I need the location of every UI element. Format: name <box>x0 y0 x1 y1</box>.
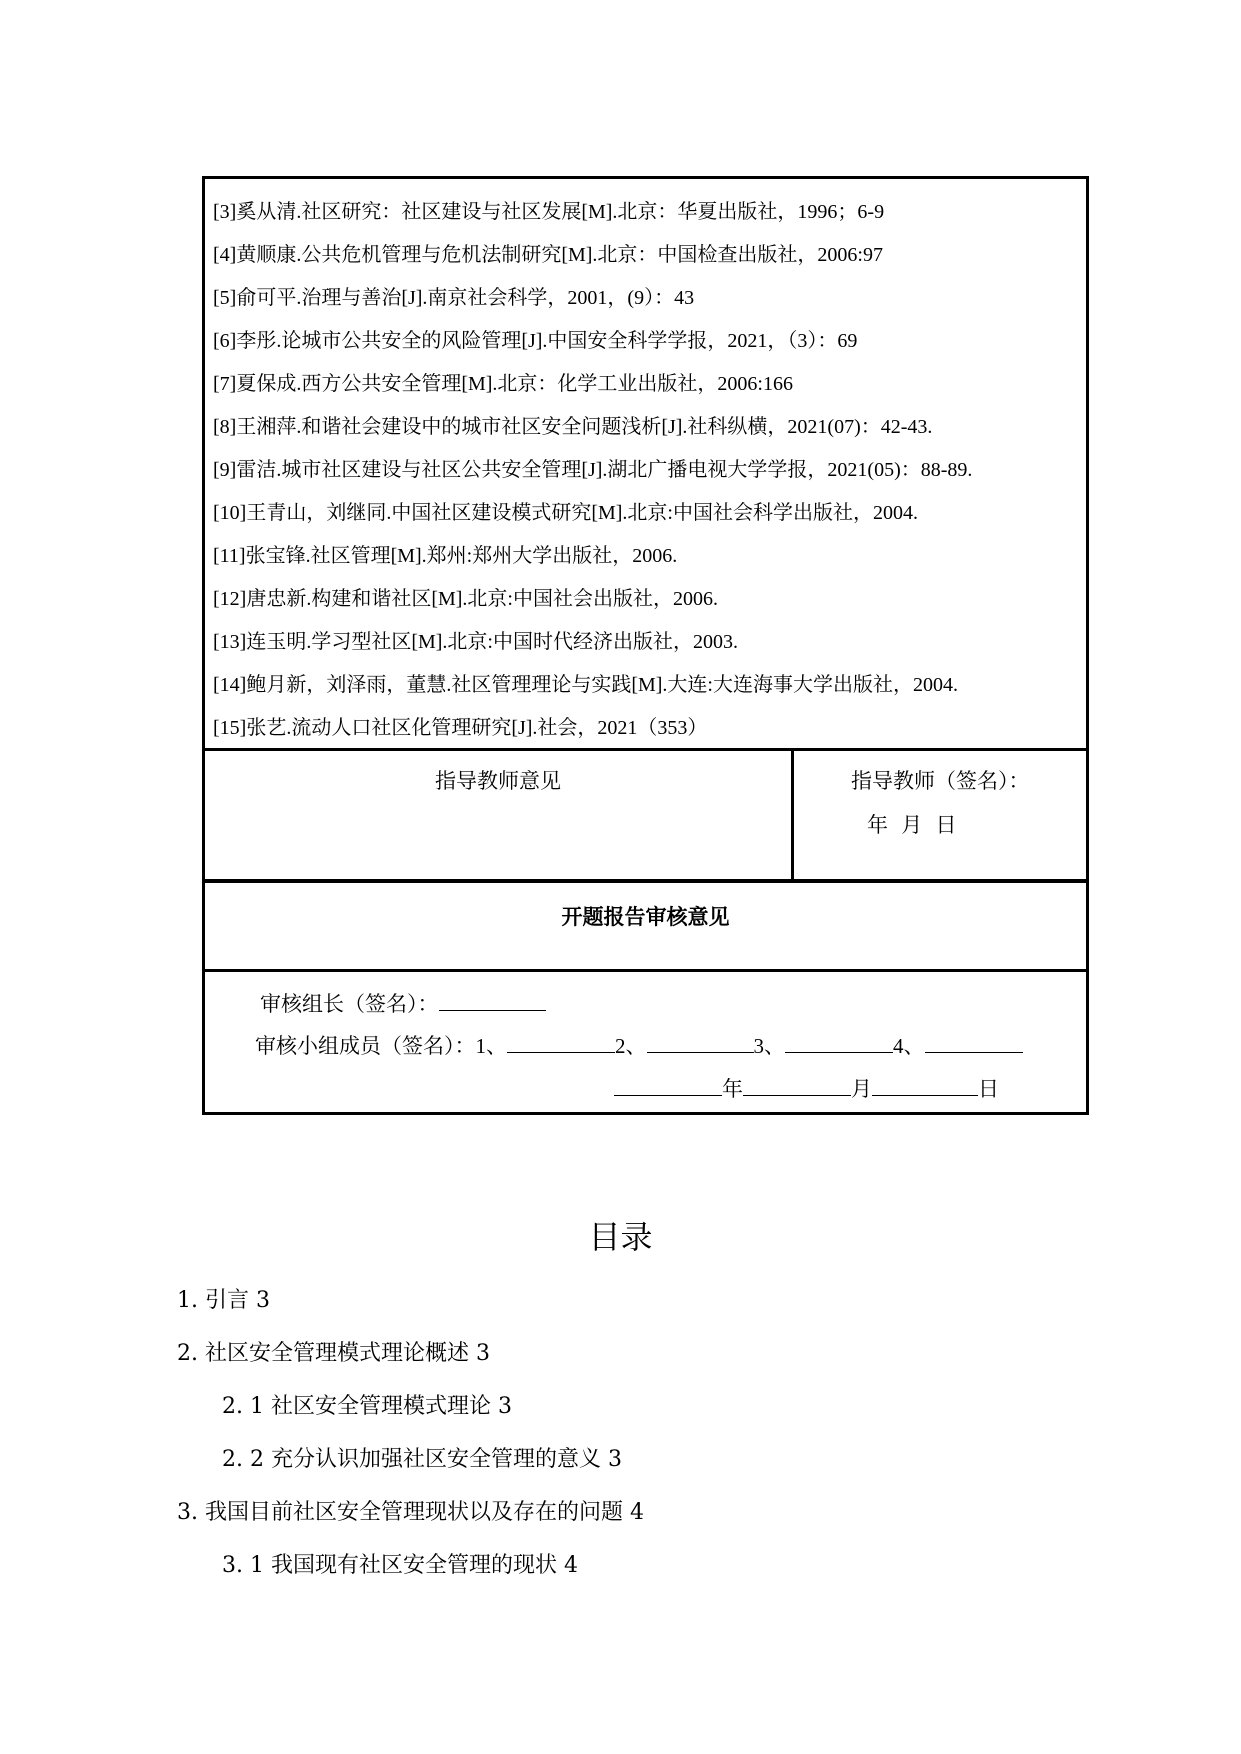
review-date-line <box>614 1073 999 1103</box>
member-signature-blank-4 <box>925 1030 1023 1053</box>
reference-item: [14]鲍月新，刘泽雨，董慧.社区管理理论与实践[M].大连:大连海事大学出版社，2004. <box>213 674 958 696</box>
member-number-1: 1、 <box>475 1034 507 1058</box>
member-signature-blank-3 <box>785 1030 893 1053</box>
reference-item: [15]张艺.流动人口社区化管理研究[J].社会，2021（353） <box>213 717 708 739</box>
reference-item: [6]李彤.论城市公共安全的风险管理[J].中国安全科学学报，2021，（3）：69 <box>213 330 858 352</box>
toc-entry: 3. 我国目前社区安全管理现状以及存在的问题 4 <box>177 1500 644 1525</box>
year-blank <box>614 1073 722 1096</box>
year-label: 年 <box>722 1077 743 1101</box>
advisor-date-label: 年 月 日 <box>867 813 957 837</box>
review-leader-signature-blank <box>439 988 546 1011</box>
toc-entry: 2. 社区安全管理模式理论概述 3 <box>177 1341 490 1366</box>
reference-item: [4]黄顺康.公共危机管理与危机法制研究[M].北京：中国检查出版社，2006:97 <box>213 244 883 266</box>
review-leader-line <box>260 988 546 1018</box>
review-members-line <box>255 1030 1023 1060</box>
reference-item: [7]夏保成.西方公共安全管理[M].北京：化学工业出版社，2006:166 <box>213 373 793 395</box>
toc-entry: 1. 引言 3 <box>177 1288 270 1313</box>
references-section <box>205 179 1086 751</box>
reference-item: [13]连玉明.学习型社区[M].北京:中国时代经济出版社，2003. <box>213 631 738 653</box>
review-opinion-header <box>205 882 1086 972</box>
review-members-label: 审核小组成员（签名）： <box>255 1034 476 1058</box>
toc-entry: 3. 1 我国现有社区安全管理的现状 4 <box>222 1553 578 1578</box>
member-number-4: 4、 <box>893 1034 925 1058</box>
advisor-opinion-label: 指导教师意见 <box>435 769 561 793</box>
month-blank <box>743 1073 851 1096</box>
toc-title: 目录 <box>588 1218 653 1256</box>
day-label: 日 <box>978 1077 999 1101</box>
member-signature-blank-2 <box>647 1030 754 1053</box>
reference-item: [9]雷洁.城市社区建设与社区公共安全管理[J].湖北广播电视大学学报，2021(05)：88-89. <box>213 459 973 481</box>
reference-item: [8]王湘萍.和谐社会建设中的城市社区安全问题浅析[J].社科纵横，2021(07)：42-43. <box>213 416 933 438</box>
toc-entry: 2. 2 充分认识加强社区安全管理的意义 3 <box>222 1447 622 1472</box>
reference-item: [11]张宝锋.社区管理[M].郑州:郑州大学出版社，2006. <box>213 545 678 567</box>
toc-entry: 2. 1 社区安全管理模式理论 3 <box>222 1394 512 1419</box>
advisor-opinion-cell <box>205 751 794 879</box>
advisor-signature-cell <box>794 751 1086 879</box>
reference-item: [5]俞可平.治理与善治[J].南京社会科学，2001，(9）：43 <box>213 287 695 309</box>
proposal-form-table <box>202 176 1089 1115</box>
reference-item: [12]唐忠新.构建和谐社区[M].北京:中国社会出版社，2006. <box>213 588 718 610</box>
reference-item: [10]王青山，刘继同.中国社区建设模式研究[M].北京:中国社会科学出版社，2004. <box>213 502 918 524</box>
review-opinion-title: 开题报告审核意见 <box>561 905 730 929</box>
day-blank <box>872 1073 978 1096</box>
reference-item: [3]奚从清.社区研究：社区建设与社区发展[M].北京：华夏出版社，1996；6-9 <box>213 201 885 223</box>
member-number-3: 3、 <box>753 1034 785 1058</box>
review-signature-section <box>205 972 1086 1112</box>
member-number-2: 2、 <box>615 1034 647 1058</box>
advisor-opinion-row <box>205 751 1086 882</box>
review-leader-label: 审核组长（签名）： <box>260 992 439 1016</box>
advisor-signature-label: 指导教师（签名）： <box>851 769 1030 793</box>
month-label: 月 <box>851 1077 872 1101</box>
member-signature-blank-1 <box>507 1030 615 1053</box>
